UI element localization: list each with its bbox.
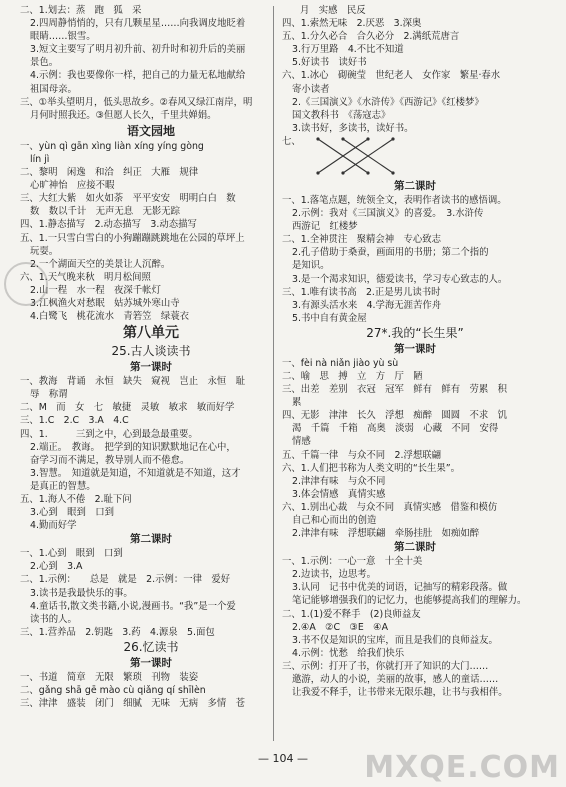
answer-line: 国文教科书 《荡寇志》 (292, 109, 391, 121)
answer-line: 3.有源头活水来 4.学海无涯苦作舟 (292, 299, 442, 311)
answer-line: 四、1.静态描写 2.动态描写 3.动态描写 (20, 219, 197, 231)
answer-line: 2.津津有味 与众不同 (292, 475, 386, 487)
lesson-title: 25.古人谈读书 (111, 344, 191, 359)
answer-line: 寄小读者 (292, 83, 330, 95)
column-divider (273, 6, 274, 741)
lesson-title: 27*.我的“长生果” (366, 325, 464, 340)
watermark-logo: MXQE.COM (364, 750, 560, 785)
answer-line: 渴 千篇 千箱 高奥 淡弱 心藏 不同 安得 (292, 423, 499, 435)
answer-line: 二、黎明 闲逸 和洽 纠正 大雁 规律 (20, 167, 199, 179)
match-dot (341, 137, 344, 140)
answer-line: 三、示例：打开了书，你就打开了知识的大门…… (282, 660, 489, 672)
crossing-lines-graphic (308, 135, 418, 177)
answer-line: 玩耍。 (30, 245, 59, 257)
session-heading: 第一课时 (394, 342, 436, 355)
answer-line: 自己和心而出的创造 (292, 515, 377, 526)
question-label: 七、 (282, 135, 301, 147)
answer-line: 累 (292, 397, 302, 409)
answer-line: 是知识。 (292, 260, 330, 272)
answer-line: 3.行万里路 4.不比不知道 (292, 44, 404, 56)
answer-line: 情感 (292, 436, 311, 448)
unit-heading: 第八单元 (123, 325, 179, 342)
page-number: — 104 — (258, 752, 308, 765)
answer-line: 邀游，动人的小说，美丽的故事，感人的童话…… (292, 674, 499, 686)
answer-line: 一、fèi nà niǎn jiào yù sù (282, 357, 399, 369)
answer-line: 4.白鹭飞 桃花流水 青箬笠 绿蓑衣 (30, 311, 189, 323)
answer-line: 奋学习而不满足，教导别人而不倦怠。 (30, 454, 190, 466)
match-dot (391, 171, 394, 174)
answer-line: 3.读书是我最快乐的事。 (30, 587, 133, 599)
left-column (20, 4, 282, 710)
session-heading: 第二课时 (394, 541, 436, 554)
match-dot (341, 171, 344, 174)
answer-line: 让我爱不释手，让书带来无限乐趣，让书与我相伴。 (292, 687, 508, 699)
answer-line: 月 实感 民反 (300, 5, 366, 16)
answer-line: 3.短文主要写了明月初升前、初升时和初升后的美丽 (30, 44, 246, 56)
match-dot (391, 137, 394, 140)
section-heading: 语文园地 (126, 123, 175, 138)
answer-line: 3.认同 记书中优美的词语，记抽写的精彩段落。做 (292, 582, 508, 594)
answer-line: 三、津津 盛装 闭门 细腻 无味 无病 多情 苍 (20, 698, 246, 710)
match-dot (366, 171, 369, 174)
answer-line: 二、1.示例： 总是 就是 2.示例：一律 爱好 (20, 574, 231, 586)
faded-stamp-mark (4, 262, 48, 306)
answer-line: 六、1.天气晚来秋 明月松间照 (20, 271, 151, 283)
answer-line: 二、1.(1)爱不释手 (2)良师益友 (282, 608, 421, 620)
answer-line: 4.童话书,散文类书籍,小说,漫画书。“我”是一个爱 (30, 600, 236, 612)
answer-line: 3.是一个渴求知识，德爱读书，学习专心致志的人。 (292, 273, 508, 285)
answer-line: 一、1.心到 眼到 口到 (20, 548, 123, 560)
answer-line: 五、1.分久必合 合久必分 2.满纸荒唐言 (282, 31, 460, 43)
answer-line: 2.端正。 教诲。 把学到的知识默默地记在心中， (30, 441, 236, 453)
answer-line: 2.一个湖面天空的美景让人沉醉。 (30, 258, 171, 270)
match-dot (316, 137, 319, 140)
answer-line: 2.四周静悄悄的，只有几颗星星……向我调皮地眨着 (30, 18, 246, 30)
answer-line: 3.读书好，多读书，读好书。 (292, 122, 414, 134)
answer-line: 五、千篇一律 与众不同 2.浮想联翩 (282, 449, 441, 461)
answer-line: 二、1.全神贯注 聚精会神 专心致志 (282, 234, 441, 246)
right-column (282, 4, 548, 699)
answer-line: 3.江枫渔火对愁眠 姑苏城外寒山寺 (30, 297, 180, 309)
answer-line: 4.勤而好学 (30, 520, 77, 532)
answer-line: 三、1.C 2.C 3.A 4.C (20, 415, 129, 427)
answer-line: 数 数以千计 无声无息 无影无踪 (30, 206, 181, 218)
answer-line: 一、书道 简章 无限 繁琐 刊物 装姿 (20, 671, 199, 683)
answer-line: 五、1.海人不倦 2.耻下问 (20, 494, 132, 505)
answer-line: 二、1.划去：蒸 跑 狐 采 (20, 5, 142, 16)
answer-line: 六、1.冰心 砌碗莹 世纪老人 女作家 繁星·春水 (282, 70, 501, 82)
answer-line: 三、①举头望明月，低头思故乡。②春风又绿江南岸，明 (20, 96, 253, 108)
answer-line: 3.心到 眼到 口到 (30, 507, 114, 519)
answer-line: 2.孔子借助于桑蚕，画面用的书册；第二个指的 (292, 247, 489, 259)
answer-line: 3.智慧。 知道就是知道，不知道就是不知道，这才 (30, 467, 241, 479)
session-heading: 第一课时 (130, 361, 172, 374)
answer-line: 五、1.一只雪白雪白的小狗蹦蹦跳跳地在公园的草坪上 (20, 232, 245, 244)
answer-line: 四、无影 津津 长久 浮想 痴醉 圆圆 不求 饥 (282, 410, 508, 422)
answer-line: 4.示例：忧愁 给我们快乐 (292, 647, 405, 659)
session-heading: 第一课时 (130, 656, 172, 669)
answer-line: 四、1.索然无味 2.厌恶 3.深奥 (282, 18, 422, 30)
answer-line: 心旷神怡 应接不暇 (30, 180, 115, 192)
answer-line: 六、1.人们把书称为人类文明的“长生果”。 (282, 462, 461, 474)
answer-line: 二、喻 思 搏 立 方 厅 陋 (282, 370, 423, 382)
answer-line: 西游记 红楼梦 (292, 221, 358, 233)
answer-line: 5.好读书 读好书 (292, 57, 367, 69)
answer-line: 2.山一程 水一程 夜深千帐灯 (30, 284, 161, 296)
answer-line: 2.津津有味 浮想联翩 牵肠挂肚 如痴如醉 (292, 528, 480, 540)
answer-line: 二、M 而 女 七 敏捷 灵敏 敏求 敏而好学 (20, 402, 235, 414)
answer-line: 一、1.示例：一心一意 十全十美 (282, 556, 423, 568)
answer-line: 三、大红大紫 如火如荼 平平安安 明明白白 数 (20, 193, 236, 205)
answer-line: 2.示例：我对《三国演义》的喜爱。 3.水浒传 (292, 208, 484, 220)
answer-line: 二、gǎng shā gē mào cù qiǎng qí shīlèn (20, 685, 206, 697)
answer-line: 一、1.落笔点题，统领全文，表明作者读书的感悟调。 (282, 194, 507, 206)
answer-line: 一、教海 背诵 永恒 缺失 窥视 岂止 永恒 耻 (20, 376, 246, 388)
lesson-title: 26.忆读书 (123, 639, 179, 654)
answer-line: 月何时照我还。③但愿人长久，千里共婵娟。 (30, 109, 217, 121)
answer-line: 笔记能够增强我们的记忆力，也能够提高我们的理解力。 (292, 595, 527, 607)
answer-line: 三、1.营养品 2.钥匙 3.药 4.源泉 5.面包 (20, 626, 215, 638)
session-heading: 第二课时 (130, 533, 172, 546)
answer-line: 辱 称谓 (30, 389, 68, 401)
answer-line: 一、yùn qì gān xìng liàn xíng yíng gòng (20, 140, 204, 152)
match-dot (366, 137, 369, 140)
answer-line: 眼睛……银雪。 (30, 31, 96, 43)
answer-line: 祖国母亲。 (30, 83, 77, 95)
answer-line: 2.边读书，边思考。 (292, 569, 376, 581)
matching-diagram (282, 135, 548, 179)
answer-line: lín jì (30, 153, 50, 165)
answer-line: 3.体会情感 真情实感 (292, 488, 386, 500)
answer-line: 5.书中自有黄金屋 (292, 312, 367, 324)
answer-line: 2.《三国演义》《水浒传》《西游记》《红楼梦》 (292, 96, 484, 108)
answer-line: 是真正的智慧。 (30, 480, 96, 492)
answer-line: 四、1. 三到之中，心到最急最重要。 (20, 428, 198, 440)
answer-line: 2.心到 3.A (30, 561, 83, 573)
answer-line: 六、1.别出心裁 与众不同 真情实感 借鉴和模仿 (282, 501, 498, 513)
answer-line: 三、1.唯有读书高 2.正是男儿读书时 (282, 286, 441, 298)
session-heading: 第二课时 (394, 179, 436, 192)
answer-line: 景色。 (30, 57, 59, 69)
answer-line: 读书的人。 (30, 613, 77, 625)
answer-line: 三、出差 差别 衣冠 冠军 鲜有 鲜有 劳累 积 (282, 384, 508, 396)
answer-line: 3.书不仅是知识的宝库，而且是我们的良师益友。 (292, 634, 498, 646)
match-dot (316, 171, 319, 174)
answer-line: 4.示例：我也要像你一样，把自己的力量无私地献给 (30, 70, 246, 82)
answer-line: 2.④A ②C ③E ④A (292, 621, 388, 633)
